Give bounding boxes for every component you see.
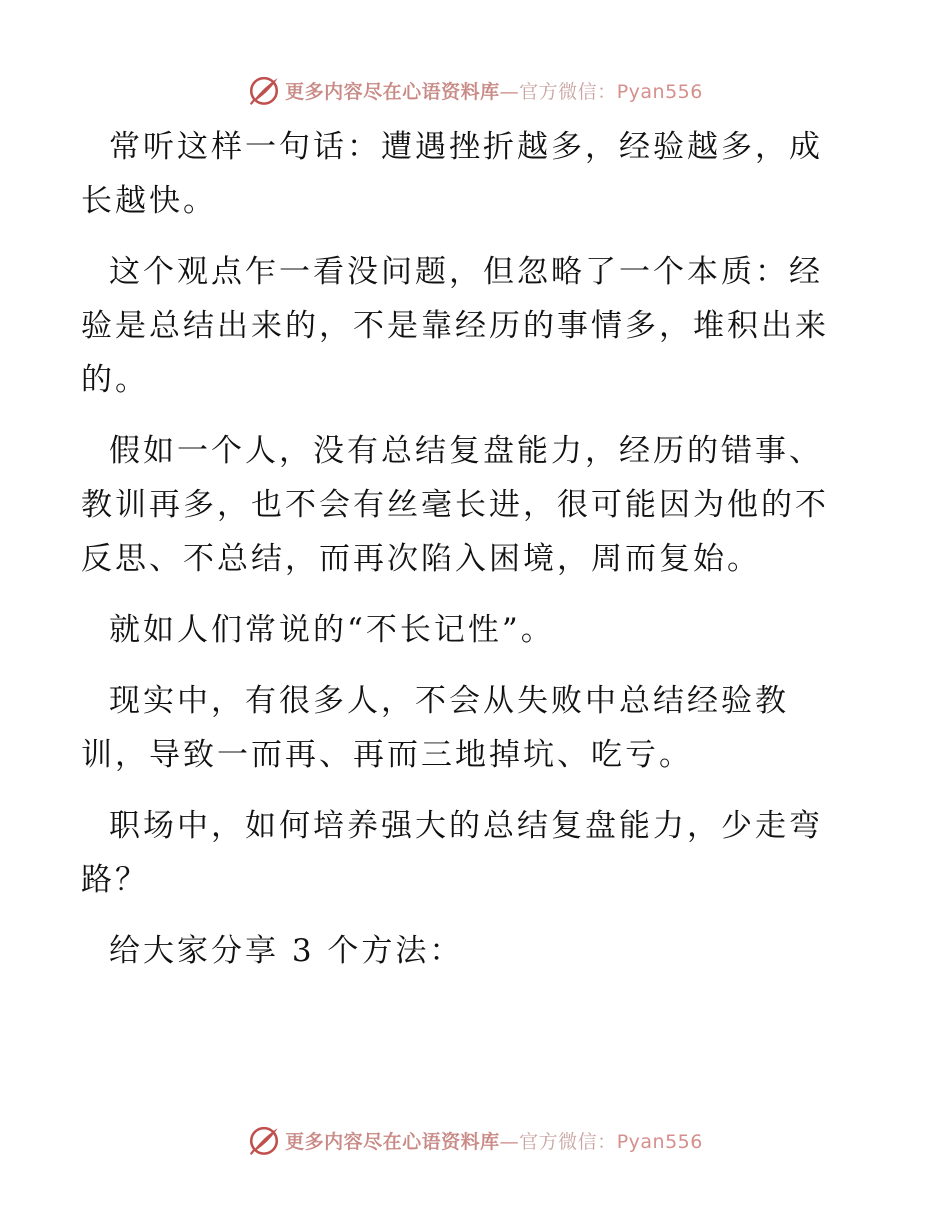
watermark-main: 更多内容尽在心语资料库 bbox=[285, 80, 500, 103]
paragraph-line: 路？ bbox=[81, 862, 149, 898]
paragraph-line: 给大家分享 3 个方法： bbox=[109, 933, 464, 969]
header-watermark bbox=[0, 70, 950, 110]
watermark-wechat-label: 官方微信： bbox=[519, 80, 617, 103]
paragraph-line: 验是总结出来的，不是靠经历的事情多，堆积出来 bbox=[81, 308, 829, 344]
watermark-dash: — bbox=[499, 80, 520, 103]
paragraph-line: 常听这样一句话：遭遇挫折越多，经验越多，成 bbox=[109, 129, 823, 165]
watermark-wechat-label: 官方微信： bbox=[519, 1130, 617, 1153]
paragraph-line: 职场中，如何培养强大的总结复盘能力，少走弯 bbox=[109, 808, 823, 844]
watermark-text bbox=[285, 1127, 703, 1154]
paragraph-line: 教训再多，也不会有丝毫长进，很可能因为他的不 bbox=[81, 487, 829, 523]
paragraph-line: 训，导致一而再、再而三地掉坑、吃亏。 bbox=[81, 737, 693, 773]
paragraph-line: 长越快。 bbox=[81, 183, 217, 219]
watermark-wechat-id: Pyan556 bbox=[616, 80, 703, 103]
paragraph-1 bbox=[81, 120, 855, 228]
paragraph-line: 的。 bbox=[81, 362, 149, 398]
paragraph-4 bbox=[95, 603, 855, 657]
watermark-wechat-id: Pyan556 bbox=[616, 1130, 703, 1153]
watermark-text bbox=[285, 77, 703, 104]
paragraph-2 bbox=[81, 245, 855, 407]
paragraph-3 bbox=[81, 424, 855, 586]
watermark-main: 更多内容尽在心语资料库 bbox=[285, 1130, 500, 1153]
paragraph-line: 反思、不总结，而再次陷入困境，周而复始。 bbox=[81, 541, 761, 577]
paragraph-line: 这个观点乍一看没问题，但忽略了一个本质：经 bbox=[109, 254, 823, 290]
paragraph-line: 现实中，有很多人，不会从失败中总结经验教 bbox=[109, 683, 789, 719]
paragraph-line: 假如一个人，没有总结复盘能力，经历的错事、 bbox=[109, 433, 823, 469]
paragraph-5 bbox=[81, 674, 855, 782]
watermark-dash: — bbox=[499, 1130, 520, 1153]
paragraph-7 bbox=[95, 924, 855, 978]
feather-pen-logo-icon bbox=[247, 73, 281, 107]
paragraph-6 bbox=[81, 799, 855, 907]
document-body bbox=[81, 120, 855, 995]
footer-watermark bbox=[0, 1120, 950, 1160]
feather-pen-logo-icon bbox=[247, 1123, 281, 1157]
paragraph-line: 就如人们常说的“不长记性”。 bbox=[109, 612, 555, 648]
